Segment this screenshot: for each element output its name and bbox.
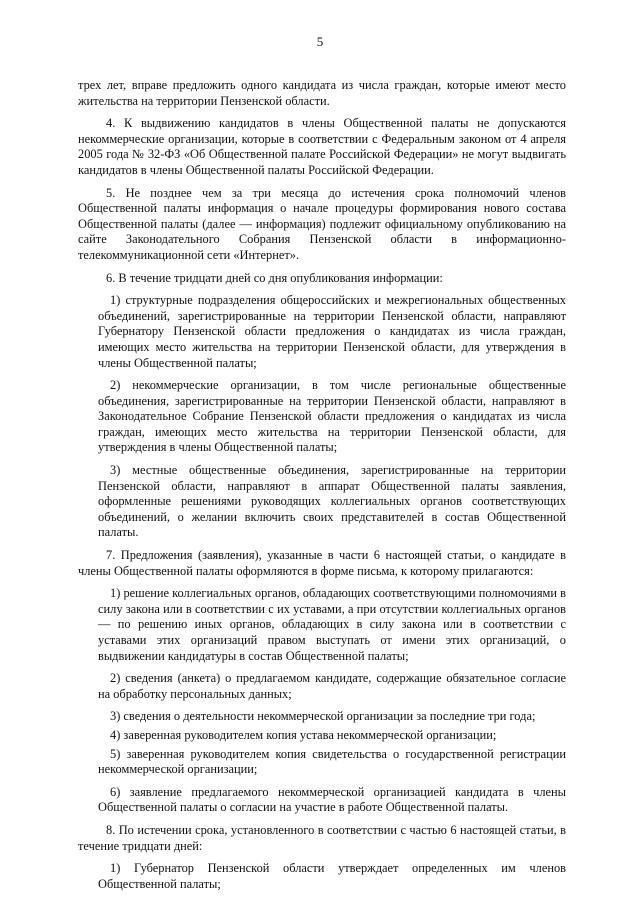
subitem-6-3: 3) местные общественные объединения, зарегистрированные на территории Пензенской области, направляют в аппарат Общественной палаты заявления, оформленные решениями руководящих коллегиальных органов соответствующих объединений, о желании включить своих представителей в состав Общественной палаты. (98, 463, 566, 540)
subitem-7-4: 4) заверенная руководителем копия устава некоммерческой организации; (110, 727, 497, 742)
subitem-7-1: 1) решение коллегиальных органов, обладающих соответствующими полномочиями в силу закона или в соответствии с их уставами, а при отсутствии коллегиальных органов — по решению иных органов, обладающих в силу закона или в соответствии с уставами этих организаций правом выступать от имени этих организаций, о выдвижении кандидатуры в состав Общественной палаты; (98, 586, 566, 663)
subitem-8-1: 1) Губернатор Пензенской области утверждает определенных им членов Общественной палаты; (98, 861, 566, 891)
subitem-7-2: 2) сведения (анкета) о предлагаемом кандидате, содержащие обязательное согласие на обработку персональных данных; (98, 671, 566, 701)
subitem-7-5: 5) заверенная руководителем копия свидетельства о государственной регистрации некоммерческой организации; (98, 746, 566, 777)
page-number: 5 (316, 34, 324, 49)
document-body (78, 78, 566, 899)
subitem-6-2: 2) некоммерческие организации, в том числе региональные общественные объединения, зарегистрированные на территории Пензенской области, направляют в Законодательное Собрание Пензенской области предложения о кандидатах из числа граждан, имеющих место жительства на территории Пензенской области, для утверждения в члены Общественной палаты; (98, 378, 566, 455)
subitem-7-6: 6) заявление предлагаемого некоммерческой организацией кандидата в члены Общественной палаты о согласии на участие в работе Общественной палаты. (98, 784, 566, 815)
paragraph: трех лет, вправе предложить одного кандидата из числа граждан, которые имеют место жительства на территории Пензенской области. (78, 78, 566, 108)
paragraph-item-7: 7. Предложения (заявления), указанные в части 6 настоящей статьи, о кандидате в члены Общественной палаты оформляются в форме письма, к которому прилагаются: (78, 548, 566, 578)
paragraph-item-8: 8. По истечении срока, установленного в соответствии с частью 6 настоящей статьи, в течение тридцати дней: (78, 822, 566, 853)
paragraph-item-5: 5. Не позднее чем за три месяца до истечения срока полномочий членов Общественной палаты информация о начале процедуры формирования нового состава Общественной палаты (далее — информация) подлежит официальному опубликованию на сайте Законодательного Собрания Пензенской области в информационно-телекоммуникационной сети «Интернет». (78, 185, 566, 262)
paragraph-item-6: 6. В течение тридцати дней со дня опубликования информации: (106, 270, 443, 285)
subitem-6-1: 1) структурные подразделения общероссийских и межрегиональных общественных объединений, зарегистрированные на территории Пензенской области, направляют Губернатору Пензенской области предложения о кандидатах из числа граждан, имеющих место жительства на территории Пензенской области, для утверждения в члены Общественной палаты; (98, 293, 566, 370)
paragraph-item-4: 4. К выдвижению кандидатов в члены Общественной палаты не допускаются некоммерческие организации, которые в соответствии с Федеральным законом от 4 апреля 2005 года № 32-ФЗ «Об Общественной палате Российской Федерации» не могут выдвигать кандидатов в члены Общественной палаты Российской Федерации. (78, 116, 566, 177)
subitem-7-3: 3) сведения о деятельности некоммерческой организации за последние три года; (110, 709, 536, 724)
